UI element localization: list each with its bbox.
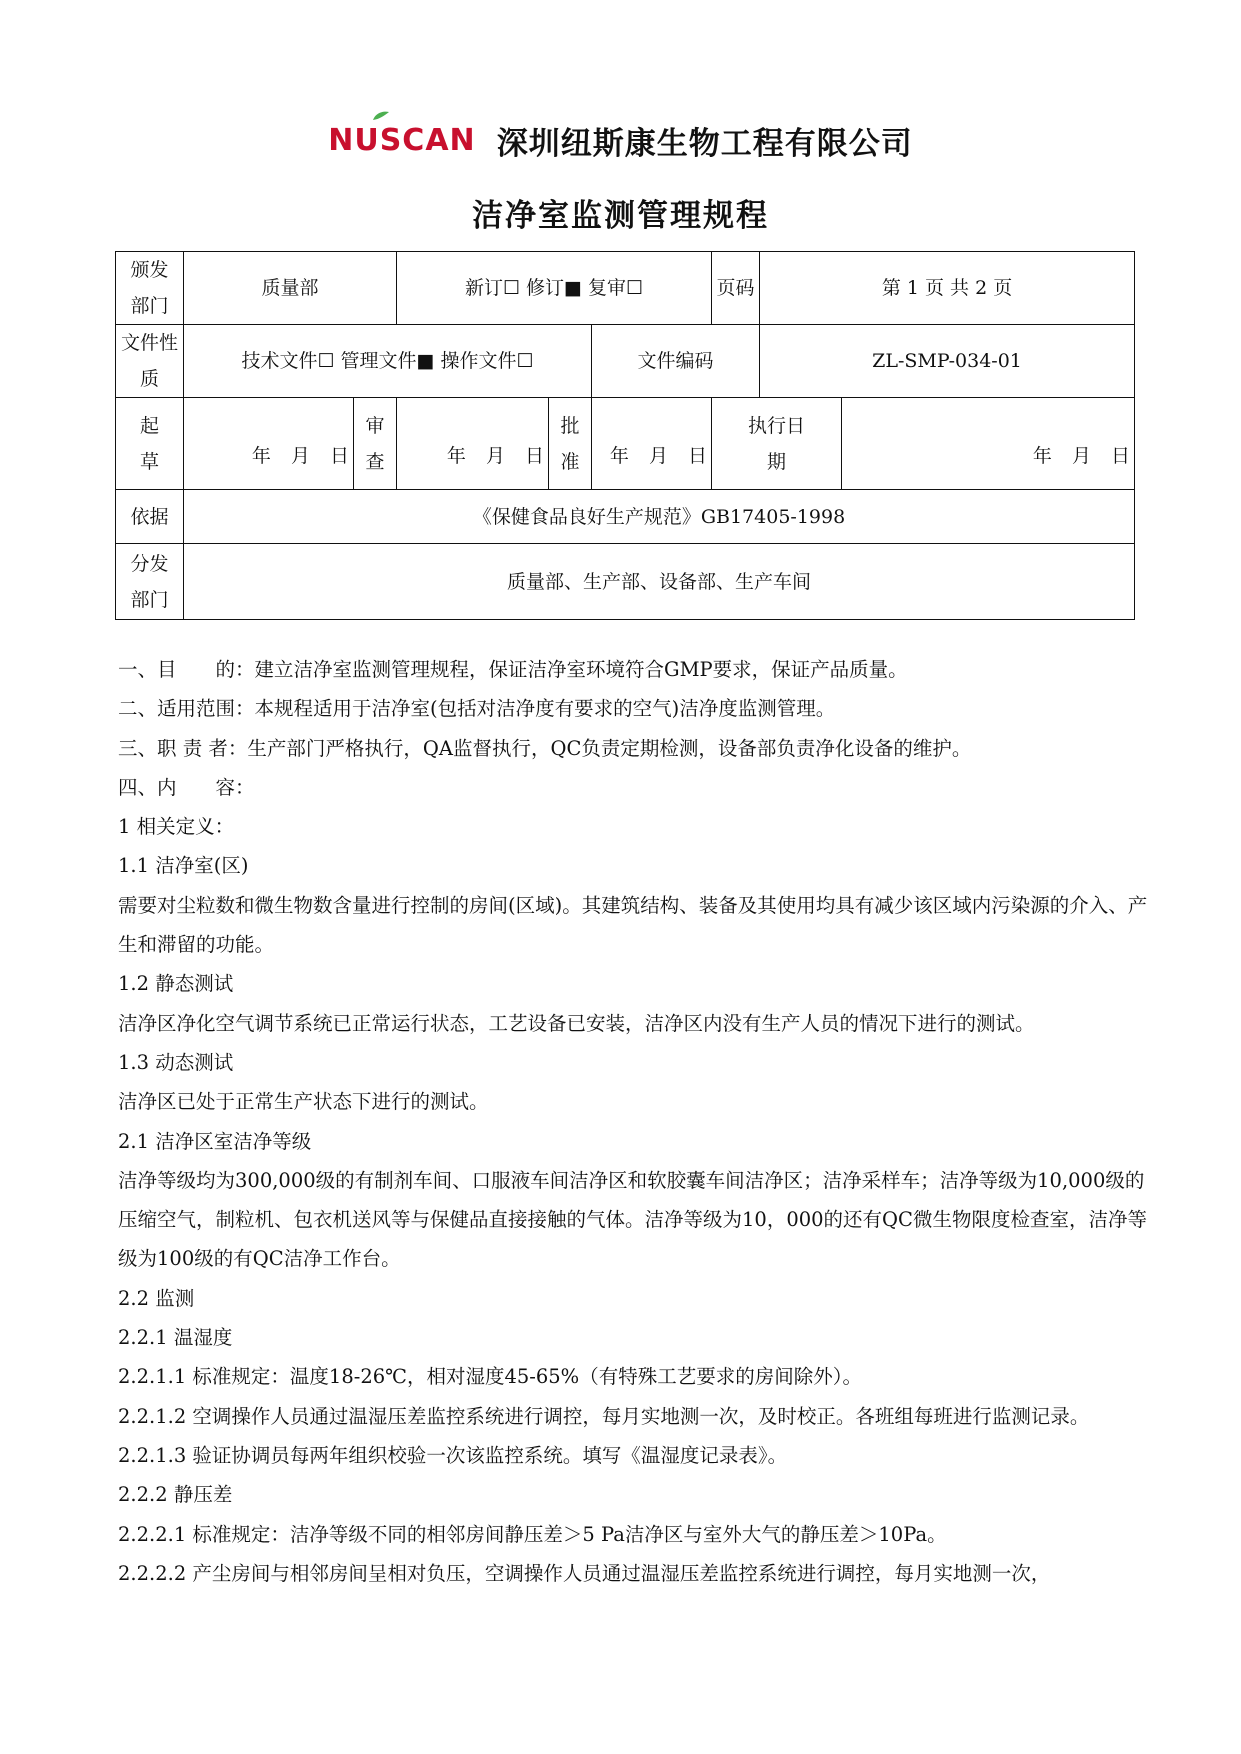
company-logo (328, 123, 475, 158)
exec-date (842, 398, 1135, 490)
approve-date-text: 年 月 日 (609, 444, 708, 467)
review-date (397, 398, 549, 490)
paragraph: 2.2.2 静压差 (118, 1483, 233, 1507)
company-name: 深圳纽斯康生物工程有限公司 (496, 126, 913, 162)
doc-code-label: 文件编码 (592, 325, 760, 398)
exec-date-text: 年 月 日 (1032, 444, 1131, 467)
draft-date (184, 398, 354, 490)
page-label: 页码 (712, 252, 760, 325)
doc-type-value: 技术文件☐ 管理文件■ 操作文件☐ (184, 325, 592, 398)
paragraph: 洁净等级均为300,000级的有制剂车间、口服液车间洁净区和软胶囊车间洁净区；洁净采样车；洁净等级为10,000级的压缩空气，制粒机、包衣机送风等与保健品直接接触的气体。洁净等级为10，000的还有QC微生物限度检查室，洁净等级为100级的有QC洁净工作台。 (118, 1168, 1147, 1271)
paragraph: 1 相关定义： (118, 815, 235, 839)
revision-status: 新订☐ 修订■ 复审☐ (397, 252, 712, 325)
paragraph: 2.2.1.3 验证协调员每两年组织校验一次该监控系统。填写《温湿度记录表》。 (118, 1443, 788, 1467)
paragraph: 二、适用范围：本规程适用于洁净室(包括对洁净度有要求的空气)洁净度监测管理。 (118, 697, 836, 721)
review-date-text: 年 月 日 (446, 444, 545, 467)
draft-label: 起 草 (116, 398, 184, 490)
paragraph: 洁净区净化空气调节系统已正常运行状态，工艺设备已安装，洁净区内没有生产人员的情况下进行的测试。 (118, 1011, 1035, 1035)
document-title: 洁净室监测管理规程 (472, 198, 769, 234)
issue-dept-label: 颁发 部门 (116, 252, 184, 325)
dist-value: 质量部、生产部、设备部、生产车间 (184, 544, 1135, 620)
approve-label: 批 准 (549, 398, 592, 490)
logo-text: NUSCAN (328, 123, 476, 158)
draft-date-text: 年 月 日 (251, 444, 349, 467)
review-label: 审 查 (354, 398, 397, 490)
paragraph: 需要对尘粒数和微生物数含量进行控制的房间(区域)。其建筑结构、装备及其使用均具有减少该区域内污染源的介入、产生和滞留的功能。 (118, 893, 1148, 957)
paragraph: 三、职 责 者：生产部门严格执行，QA监督执行，QC负责定期检测，设备部负责净化设备的维护。 (118, 736, 972, 760)
doc-code-value: ZL-SMP-034-01 (760, 325, 1135, 398)
paragraph: 2.2.1.2 空调操作人员通过温湿压差监控系统进行调控，每月实地测一次，及时校正。各班组每班进行监测记录。 (118, 1404, 1090, 1428)
issue-dept-value: 质量部 (184, 252, 397, 325)
paragraph: 2.2.1.1 标准规定：温度18-26℃，相对湿度45-65%（有特殊工艺要求的房间除外）。 (118, 1365, 862, 1389)
letterhead (0, 118, 1241, 163)
paragraph: 2.2.2.2 产尘房间与相邻房间呈相对负压，空调操作人员通过温湿压差监控系统进行调控，每月实地测一次， (118, 1561, 1051, 1585)
basis-label: 依据 (116, 490, 184, 544)
paragraph: 洁净区已处于正常生产状态下进行的测试。 (118, 1090, 489, 1114)
approve-date (592, 398, 712, 490)
paragraph: 2.2 监测 (118, 1286, 195, 1310)
paragraph: 1.2 静态测试 (118, 972, 234, 996)
leaf-icon (372, 111, 390, 121)
paragraph: 1.3 动态测试 (118, 1050, 234, 1074)
paragraph: 2.2.2.1 标准规定：洁净等级不同的相邻房间静压差＞5 Pa洁净区与室外大气的静压差＞10Pa。 (118, 1522, 947, 1546)
paragraph: 四、内 容： (118, 775, 255, 799)
dist-label: 分发 部门 (116, 544, 184, 620)
paragraph: 2.2.1 温湿度 (118, 1326, 233, 1350)
document-body (118, 650, 1148, 1593)
page-info: 第 1 页 共 2 页 (760, 252, 1135, 325)
doc-type-label: 文件性 质 (116, 325, 184, 398)
basis-value: 《保健食品良好生产规范》GB17405-1998 (184, 490, 1135, 544)
exec-date-label: 执行日 期 (712, 398, 842, 490)
paragraph: 1.1 洁净室(区) (118, 854, 249, 878)
paragraph: 一、目 的：建立洁净室监测管理规程，保证洁净室环境符合GMP要求，保证产品质量。 (118, 658, 908, 681)
paragraph: 2.1 洁净区室洁净等级 (118, 1129, 312, 1153)
document-meta-table (115, 251, 1135, 620)
